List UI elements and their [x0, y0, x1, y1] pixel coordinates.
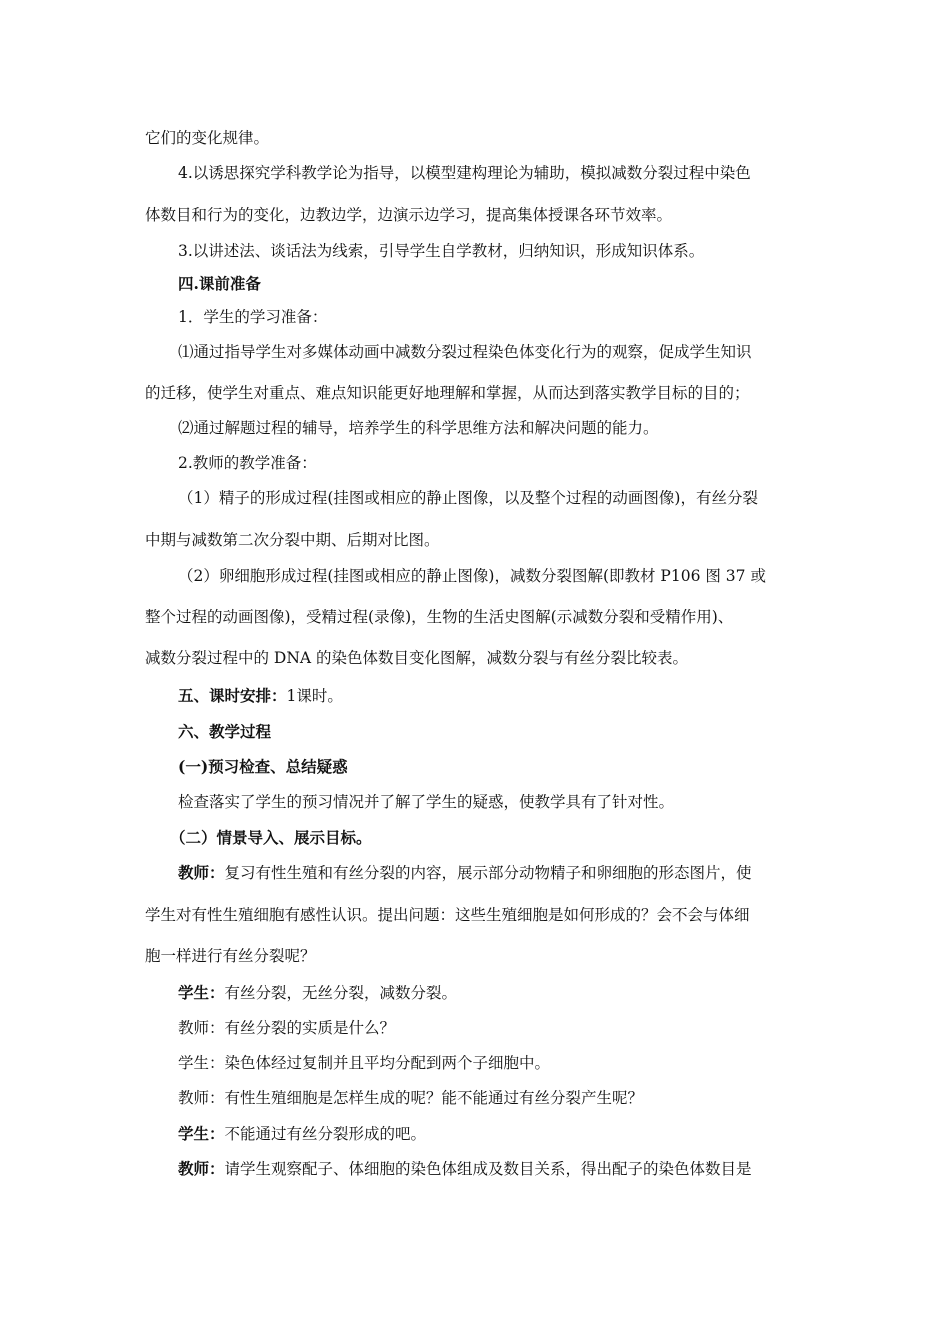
paragraph-line: 它们的变化规律。: [145, 129, 270, 147]
dialogue-line: [178, 983, 457, 1003]
paragraph-line: 减数分裂过程中的 DNA 的染色体数目变化图解，减数分裂与有丝分裂比较表。: [145, 649, 689, 667]
paragraph-line: 胞一样进行有丝分裂呢？: [145, 947, 316, 965]
dialogue-line: 学生：染色体经过复制并且平均分配到两个子细胞中。: [178, 1054, 551, 1072]
paragraph-line: 体数目和行为的变化，边教边学，边演示边学习，提高集体授课各环节效率。: [145, 206, 673, 224]
section-heading: 四.课前准备: [178, 274, 261, 293]
speech-text: 有丝分裂，无丝分裂，减数分裂。: [224, 984, 458, 1002]
speech-text: 复习有性生殖和有丝分裂的内容，展示部分动物精子和卵细胞的形态图片，使: [224, 864, 752, 882]
paragraph-line: 4.以诱思探究学科教学论为指导，以模型建构理论为辅助，模拟减数分裂过程中染色: [178, 164, 751, 182]
speech-text: 不能通过有丝分裂形成的吧。: [224, 1125, 427, 1143]
paragraph-line: 1．学生的学习准备：: [178, 308, 328, 326]
schedule-value: 1课时。: [286, 687, 343, 705]
subsection-heading: （二）情景导入、展示目标。: [170, 828, 372, 847]
paragraph-line: ⑴通过指导学生对多媒体动画中减数分裂过程染色体变化行为的观察，促成学生知识: [178, 343, 752, 361]
speaker-label: 学生：: [178, 983, 225, 1002]
speaker-label: 学生：: [178, 1124, 225, 1143]
dialogue-line: [178, 1159, 752, 1179]
paragraph-line: 2.教师的教学准备：: [178, 454, 317, 472]
paragraph-line: 学生对有性生殖细胞有感性认识。提出问题：这些生殖细胞是如何形成的？会不会与体细: [145, 906, 750, 924]
subsection-heading: (一)预习检查、总结疑惑: [178, 757, 348, 776]
paragraph-line: 的迁移，使学生对重点、难点知识能更好地理解和掌握，从而达到落实教学目标的目的；: [145, 384, 750, 402]
speaker-label: 教师：: [178, 1159, 225, 1178]
dialogue-line: [178, 863, 752, 883]
paragraph-line: 整个过程的动画图像)，受精过程(录像)，生物的生活史图解(示减数分裂和受精作用)、: [145, 608, 734, 626]
schedule-line: [178, 686, 343, 706]
dialogue-line: [178, 1124, 426, 1144]
paragraph-line: 检查落实了学生的预习情况并了解了学生的疑惑，使教学具有了针对性。: [178, 793, 675, 811]
speech-text: 请学生观察配子、体细胞的染色体组成及数目关系，得出配子的染色体数目是: [224, 1160, 752, 1178]
paragraph-line: （1）精子的形成过程(挂图或相应的静止图像，以及整个过程的动画图像)，有丝分裂: [178, 489, 758, 507]
section-heading: 六、教学过程: [178, 722, 272, 741]
dialogue-line: 教师：有丝分裂的实质是什么？: [178, 1019, 396, 1037]
paragraph-line: 3.以讲述法、谈话法为线索，引导学生自学教材，归纳知识，形成知识体系。: [178, 242, 705, 260]
paragraph-line: （2）卵细胞形成过程(挂图或相应的静止图像)，减数分裂图解(即教材 P106 图 37 或: [178, 567, 766, 585]
paragraph-line: ⑵通过解题过程的辅导，培养学生的科学思维方法和解决问题的能力。: [178, 419, 659, 437]
schedule-label: 五、课时安排：: [178, 686, 287, 705]
paragraph-line: 中期与减数第二次分裂中期、后期对比图。: [145, 531, 440, 549]
dialogue-line: 教师：有性生殖细胞是怎样生成的呢？能不能通过有丝分裂产生呢？: [178, 1089, 644, 1107]
speaker-label: 教师：: [178, 863, 225, 882]
